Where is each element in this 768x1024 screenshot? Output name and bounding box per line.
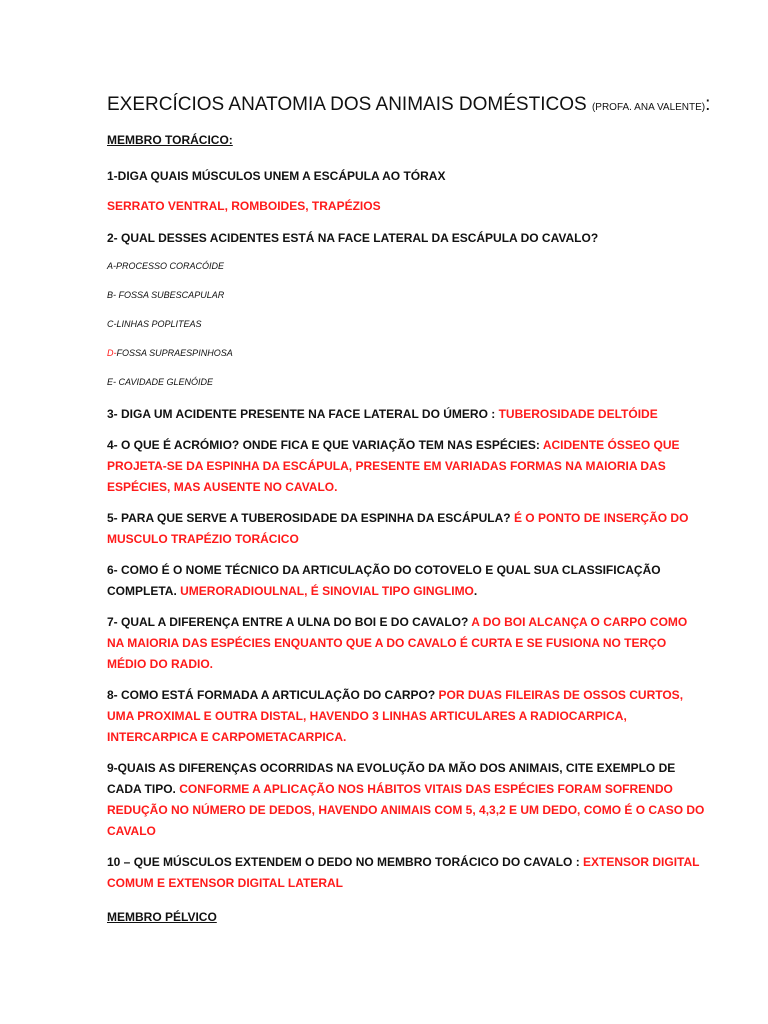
answer-1: SERRATO VENTRAL, ROMBOIDES, TRAPÉZIOS (107, 199, 381, 213)
answer-10: EXTENSOR DIGITAL COMUM E EXTENSOR DIGITAL LATERAL (107, 855, 700, 890)
question-5 (107, 508, 707, 550)
option-b-letter: B- (107, 290, 116, 300)
question-5-text: 5- PARA QUE SERVE A TUBEROSIDADE DA ESPINHA DA ESCÁPULA? (107, 511, 514, 525)
title-colon: : (705, 94, 711, 115)
question-1-text: 1-DIGA QUAIS MÚSCULOS UNEM A ESCÁPULA AO TÓRAX (107, 169, 446, 183)
question-8 (107, 685, 707, 748)
answer-6-period: . (473, 584, 478, 598)
question-6-text: 6- COMO É O NOME TÉCNICO DA ARTICULAÇÃO DO COTOVELO E QUAL SUA CLASSIFICAÇÃO COMPLETA. (107, 563, 661, 598)
option-e (107, 375, 707, 389)
answer-9: CONFORME A APLICAÇÃO NOS HÁBITOS VITAIS DAS ESPÉCIES FORAM SOFRENDO REDUÇÃO NO NÚMERO DE DEDOS, HAVENDO ANIMAIS COM 5, 4,3,2 E UM DEDO, COMO É O CASO DO CAVALO (107, 782, 705, 838)
question-4 (107, 435, 707, 498)
option-d-text: FOSSA SUPRAESPINHOSA (116, 348, 233, 358)
option-e-text: CAVIDADE GLENÓIDE (116, 377, 214, 387)
option-d (107, 346, 707, 360)
question-7 (107, 612, 707, 675)
option-a (107, 259, 707, 273)
option-c (107, 317, 707, 331)
answer-4: ACIDENTE ÓSSEO QUE PROJETA-SE DA ESPINHA DA ESCÁPULA, PRESENTE EM VARIADAS FORMAS NA MAIORIA DAS ESPÉCIES, MAS AUSENTE NO CAVALO. (107, 438, 680, 494)
question-7-text: 7- QUAL A DIFERENÇA ENTRE A ULNA DO BOI E DO CAVALO? (107, 615, 472, 629)
section-heading-thoracic: MEMBRO TORÁCICO: (107, 133, 233, 147)
option-d-letter: D- (107, 348, 117, 358)
option-c-text: LINHAS POPLITEAS (116, 319, 202, 329)
question-4-text: 4- O QUE É ACRÓMIO? ONDE FICA E QUE VARIAÇÃO TEM NAS ESPÉCIES: (107, 438, 543, 452)
question-3 (107, 404, 707, 425)
option-b-text: FOSSA SUBESCAPULAR (116, 290, 225, 300)
document-page (107, 92, 711, 943)
title-main: EXERCÍCIOS ANATOMIA DOS ANIMAIS DOMÉSTICOS (107, 94, 587, 115)
answer-3: TUBEROSIDADE DELTÓIDE (498, 407, 658, 421)
title-subtitle: (PROFA. ANA VALENTE) (591, 102, 706, 113)
option-a-letter: A- (107, 261, 116, 271)
question-2-text: 2- QUAL DESSES ACIDENTES ESTÁ NA FACE LATERAL DA ESCÁPULA DO CAVALO? (107, 231, 599, 245)
question-9-text: 9-QUAIS AS DIFERENÇAS OCORRIDAS NA EVOLUÇÃO DA MÃO DOS ANIMAIS, CITE EXEMPLO DE CADA TIPO. (107, 761, 676, 796)
option-b (107, 288, 707, 302)
question-10-text: 10 – QUE MÚSCULOS EXTENDEM O DEDO NO MEMBRO TORÁCICO DO CAVALO : (107, 855, 584, 869)
answer-5: É O PONTO DE INSERÇÃO DO MUSCULO TRAPÉZIO TORÁCICO (107, 511, 689, 546)
answer-8: POR DUAS FILEIRAS DE OSSOS CURTOS, UMA PROXIMAL E OUTRA DISTAL, HAVENDO 3 LINHAS ARTICULARES A RADIOCARPICA, INTERCARPICA E CARPOMETACARPICA. (107, 688, 684, 744)
document-title (107, 92, 711, 121)
option-e-letter: E- (107, 377, 116, 387)
question-2 (107, 228, 707, 249)
answer-7: A DO BOI ALCANÇA O CARPO COMO NA MAIORIA DAS ESPÉCIES ENQUANTO QUE A DO CAVALO É CURTA E SE FUSIONA NO TERÇO MÉDIO DO RADIO. (107, 615, 688, 671)
question-10 (107, 852, 707, 894)
question-3-text: 3- DIGA UM ACIDENTE PRESENTE NA FACE LATERAL DO ÚMERO : (107, 407, 499, 421)
question-1 (107, 166, 707, 187)
question-9 (107, 758, 707, 842)
question-8-text: 8- COMO ESTÁ FORMADA A ARTICULAÇÃO DO CARPO? (107, 688, 439, 702)
option-c-letter: C- (107, 319, 117, 329)
section-heading-pelvic: MEMBRO PÉLVICO (107, 910, 217, 924)
answer-6: UMERORADIOULNAL, É SINOVIAL TIPO GINGLIMO (180, 584, 474, 598)
option-a-text: PROCESSO CORACÓIDE (116, 261, 225, 271)
question-6 (107, 560, 707, 602)
